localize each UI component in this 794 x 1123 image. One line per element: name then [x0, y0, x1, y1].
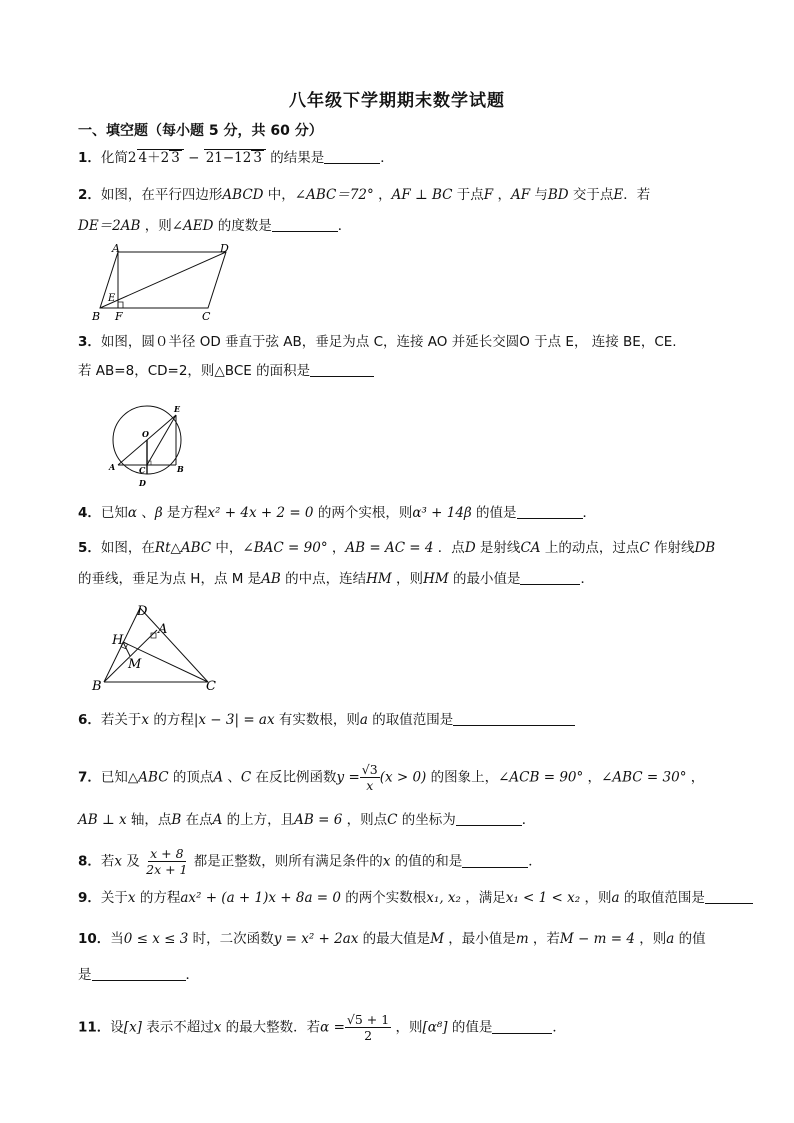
question-5-line-1: 5．如图，在Rt△ABC 中，∠BAC = 90° ，AB = AC = 4 ．点D 是射线CA 上的动点，过点C 作射线DB [78, 540, 716, 556]
question-7-line-1: 7．已知△ABC 的顶点A 、C 在反比例函数y = $\frac{√3}{x}$ (x > 0) 的图象上，∠ACB = 90° ，∠ABC = 30° ， [78, 762, 705, 793]
answer-blank[interactable] [520, 570, 580, 585]
question-2-line-1: 2．如图，在平行四边形ABCD 中，∠ABC＝72° ，AF ⊥ BC 于点F ，AF 与BD 交于点E．若 [78, 187, 651, 203]
question-3-line-2: 若 AB=8，CD=2，则△BCE 的面积是 [78, 361, 374, 381]
answer-blank[interactable] [324, 149, 380, 164]
fraction: $\frac{x + 8}{2x + 1}$ [146, 846, 188, 877]
fraction: $\frac{√5 + 1}{2}$ [346, 1012, 390, 1043]
question-4: 4．已知α 、β 是方程x² + 4x + 2 = 0 的两个实根，则α³ + 14β 的值是 ． [78, 505, 597, 521]
label-B: B [177, 464, 184, 474]
label-O: O [142, 429, 149, 439]
sqrt-expression: 4＋2 3 [137, 149, 184, 166]
label-M: M [128, 657, 142, 672]
question-2-line-2: DE＝2AB ，则∠AED 的度数是 ． [78, 218, 352, 234]
label-C: C [139, 465, 146, 475]
page-title: 八年级下学期期末数学试题 [289, 91, 505, 111]
label-F: F [115, 310, 123, 322]
answer-blank[interactable] [462, 853, 528, 868]
label-A: A [158, 622, 168, 637]
question-10-line-2: 是 ． [78, 967, 199, 983]
question-9: 9．关于x 的方程ax² + (a + 1)x + 8a = 0 的两个实数根x₁, x₂ ，满足x₁ < 1 < x₂ ，则a 的取值范围是 [78, 888, 753, 908]
answer-blank[interactable] [705, 889, 753, 904]
question-8: 8．若x 及 $\frac{x + 8}{2x + 1}$ 都是正整数，则所有满足条件的x 的值的和是 ． [78, 846, 542, 877]
answer-blank[interactable] [456, 811, 522, 826]
answer-blank[interactable] [272, 217, 338, 232]
label-D: D [137, 604, 148, 619]
label-E: E [174, 404, 181, 414]
triangle-figure [88, 600, 223, 692]
parallelogram-figure [88, 242, 238, 322]
answer-blank[interactable] [517, 504, 583, 519]
question-6: 6．若关于x 的方程|x − 3| = ax 有实数根，则a 的取值范围是 [78, 710, 575, 730]
circle-figure [104, 400, 194, 492]
label-D: D [220, 242, 229, 255]
fraction: $\frac{√3}{x}$ [361, 762, 378, 793]
question-10-line-1: 10．当0 ≤ x ≤ 3 时，二次函数y = x² + 2ax 的最大值是M ，最小值是m ，若M − m = 4 ，则a 的值 [78, 931, 706, 947]
section-heading: 一、填空题（每小题 5 分，共 60 分） [78, 123, 323, 139]
answer-blank[interactable] [92, 966, 186, 981]
label-E: E [108, 293, 116, 304]
label-A: A [112, 242, 120, 255]
label-C: C [206, 679, 216, 692]
label-A: A [109, 462, 116, 472]
question-7-line-2: AB ⊥ x 轴，点B 在点A 的上方，且AB = 6 ，则点C 的坐标为 ． [78, 812, 536, 828]
question-1: 1．化简2 4＋2 3 − 21−12 3 的结果是 ． [78, 150, 394, 166]
sqrt-expression: 21−12 3 [204, 149, 266, 166]
label-C: C [202, 310, 211, 322]
answer-blank[interactable] [492, 1019, 552, 1034]
question-5-line-2: 的垂线，垂足为点 H，点 M 是AB 的中点，连结HM ，则HM 的最小值是 ． [78, 571, 594, 587]
question-3-line-1: 3．如图，圆０半径 OD 垂直于弦 AB，垂足为点 C，连接 AO 并延长交圆O 于点 E， 连接 BE，CE. [78, 334, 677, 350]
answer-blank[interactable] [453, 711, 575, 726]
label-H: H [112, 633, 124, 648]
answer-blank[interactable] [310, 362, 374, 377]
label-D: D [139, 478, 146, 488]
question-11: 11．设[x] 表示不超过x 的最大整数．若α = $\frac{√5 + 1}{2}$ ，则[α⁸] 的值是 ． [78, 1012, 566, 1043]
label-B: B [92, 310, 101, 322]
label-B: B [92, 679, 102, 692]
